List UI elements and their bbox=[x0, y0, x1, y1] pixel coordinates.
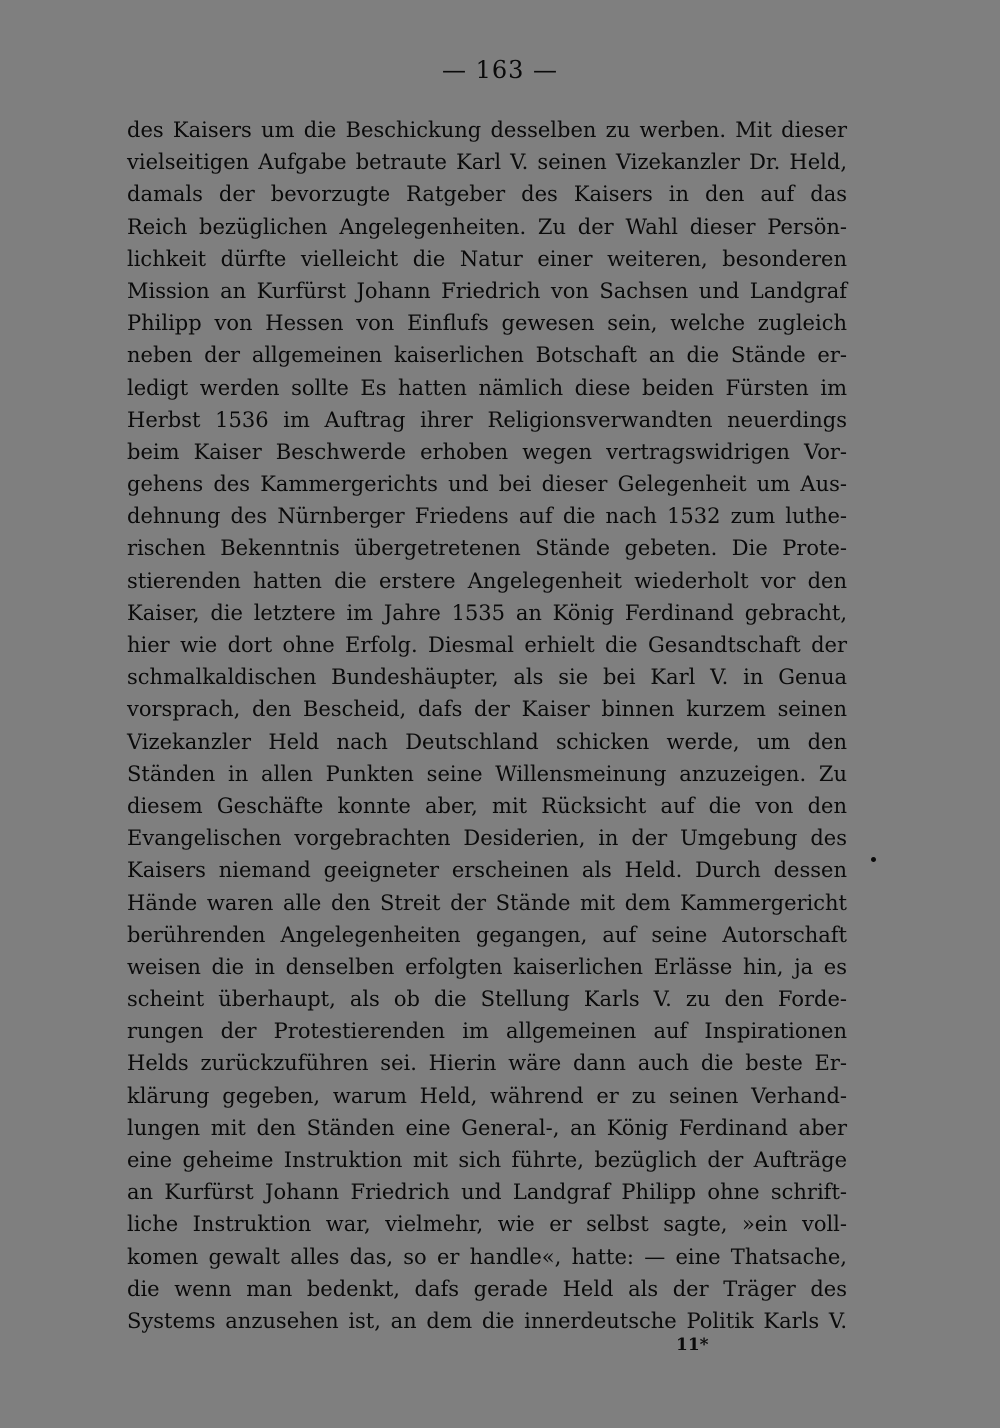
text-line: lungen mit den Ständen eine General-, an König Ferdinand aber bbox=[127, 1115, 847, 1140]
text-line: Evangelischen vorgebrachten Desiderien, in der Umgebung des bbox=[127, 826, 847, 851]
text-line: komen gewalt alles das, so er handle«, hatte: — eine Thatsache, bbox=[127, 1244, 847, 1269]
text-line: weisen die in denselben erfolgten kaiserlichen Erlässe hin, ja es bbox=[127, 954, 847, 979]
text-line: vorsprach, den Bescheid, dafs der Kaiser binnen kurzem seinen bbox=[127, 697, 847, 722]
page-number: — 163 — bbox=[441, 56, 559, 84]
sheet-signature: 11* bbox=[676, 1335, 709, 1355]
text-line: gehens des Kammergerichts und bei dieser Gelegenheit um Aus- bbox=[127, 472, 847, 497]
text-line: hier wie dort ohne Erfolg. Diesmal erhielt die Gesandtschaft der bbox=[127, 633, 847, 657]
text-line: schmalkaldischen Bundeshäupter, als sie bei Karl V. in Genua bbox=[127, 665, 847, 690]
text-line: Philipp von Hessen von Einflufs gewesen sein, welche zugleich bbox=[127, 311, 847, 336]
text-line: berührenden Angelegenheiten gegangen, auf seine Autorschaft bbox=[127, 922, 847, 947]
text-line: stierenden hatten die erstere Angelegenheit wiederholt vor den bbox=[127, 568, 847, 593]
text-line: neben der allgemeinen kaiserlichen Botschaft an die Stände er- bbox=[127, 343, 847, 368]
text-line: Vizekanzler Held nach Deutschland schicken werde, um den bbox=[127, 729, 847, 754]
text-line: vielseitigen Aufgabe betraute Karl V. seinen Vizekanzler Dr. Held, bbox=[127, 150, 847, 175]
text-line: dehnung des Nürnberger Friedens auf die nach 1532 zum luthe- bbox=[127, 504, 847, 529]
text-line: beim Kaiser Beschwerde erhoben wegen vertragswidrigen Vor- bbox=[127, 439, 847, 464]
text-line: ledigt werden sollte Es hatten nämlich diese beiden Fürsten im bbox=[127, 375, 847, 400]
text-line: Reich bezüglichen Angelegenheiten. Zu der Wahl dieser Persön- bbox=[127, 214, 847, 239]
text-line: Ständen in allen Punkten seine Willensmeinung anzuzeigen. Zu bbox=[127, 761, 847, 786]
text-line: an Kurfürst Johann Friedrich und Landgraf Philipp ohne schrift- bbox=[127, 1180, 847, 1205]
body-text bbox=[127, 114, 847, 1337]
text-line: liche Instruktion war, vielmehr, wie er selbst sagte, »ein voll- bbox=[127, 1212, 847, 1237]
text-line: Herbst 1536 im Auftrag ihrer Religionsverwandten neuerdings bbox=[127, 407, 847, 432]
text-line: diesem Geschäfte konnte aber, mit Rücksicht auf die von den bbox=[127, 793, 847, 818]
text-line: eine geheime Instruktion mit sich führte, bezüglich der Aufträge bbox=[127, 1148, 847, 1172]
text-line: Helds zurückzuführen sei. Hierin wäre dann auch die beste Er- bbox=[127, 1051, 847, 1076]
text-line: Kaisers niemand geeigneter erscheinen als Held. Durch dessen bbox=[127, 858, 847, 883]
text-line: klärung gegeben, warum Held, während er zu seinen Verhand- bbox=[127, 1083, 847, 1108]
text-line: Kaiser, die letztere im Jahre 1535 an König Ferdinand gebracht, bbox=[127, 600, 847, 625]
text-line: rischen Bekenntnis übergetretenen Stände gebeten. Die Prote- bbox=[127, 536, 847, 561]
text-line: damals der bevorzugte Ratgeber des Kaisers in den auf das bbox=[127, 182, 847, 207]
text-line: Mission an Kurfürst Johann Friedrich von Sachsen und Landgraf bbox=[127, 278, 847, 303]
text-line: rungen der Protestierenden im allgemeinen auf Inspirationen bbox=[127, 1019, 847, 1044]
text-line: lichkeit dürfte vielleicht die Natur einer weiteren, besonderen bbox=[127, 246, 847, 271]
ink-speck bbox=[871, 857, 876, 862]
text-line: Hände waren alle den Streit der Stände mit dem Kammergericht bbox=[127, 890, 847, 915]
text-line: des Kaisers um die Beschickung desselben zu werben. Mit dieser bbox=[127, 118, 847, 142]
text-line: die wenn man bedenkt, dafs gerade Held als der Träger des bbox=[127, 1276, 847, 1301]
text-line: Systems anzusehen ist, an dem die innerdeutsche Politik Karls V. bbox=[127, 1308, 847, 1333]
text-line: scheint überhaupt, als ob die Stellung Karls V. zu den Forde- bbox=[127, 987, 847, 1012]
